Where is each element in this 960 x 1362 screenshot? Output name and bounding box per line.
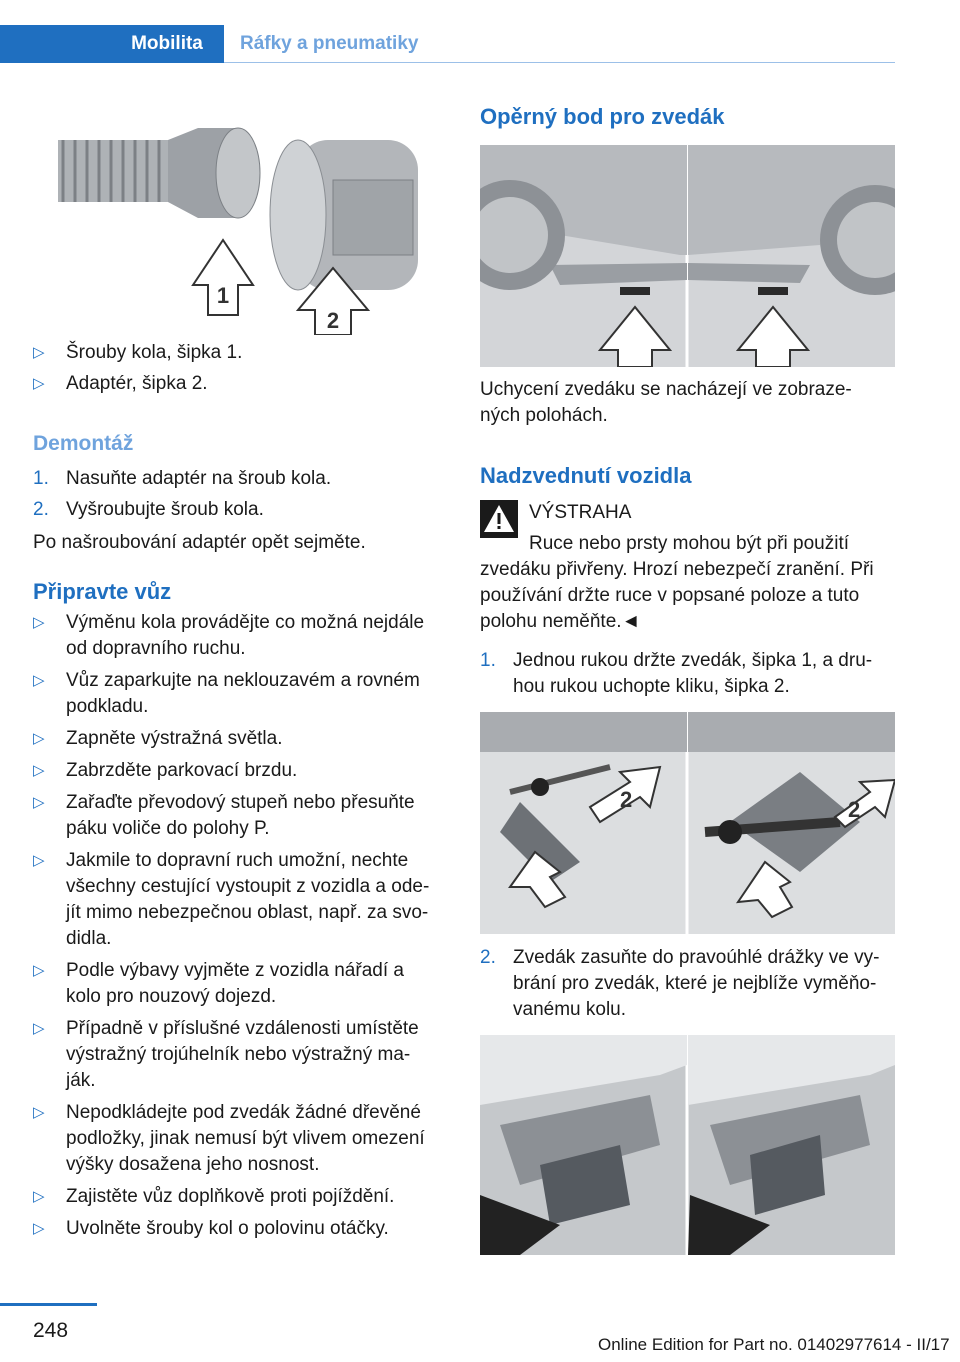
prep-list-line: Vůz zaparkujte na neklouzavém a rovném: [66, 670, 420, 691]
prep-list-item: ▷ Uvolněte šrouby kol o polovinu otáčky.: [33, 1216, 453, 1242]
prep-list-line: od dopravního ruchu.: [66, 638, 246, 659]
prep-list-line: Zařaďte převodový stupeň nebo přesuňte: [66, 792, 415, 813]
section-heading-demontaz: Demontáž: [33, 432, 134, 455]
page-header: [0, 25, 960, 63]
warning-line: používání držte ruce v popsané poloze a tuto: [480, 585, 860, 606]
prep-list-item: ▷ Zapněte výstražná světla.: [33, 726, 453, 752]
prep-list-line: Případně v příslušné vzdálenosti umístěte: [66, 1018, 419, 1039]
header-section-tab: Ráfky a pneumatiky: [224, 25, 895, 63]
prep-list-line: výstražný trojúhelník nebo výstražný ma-: [66, 1044, 411, 1065]
prep-list-item: ▷ Výměnu kola provádějte co možná nejdále od dopravního ruchu.: [33, 610, 453, 662]
section-heading-pripravte: Připravte vůz: [33, 579, 172, 604]
numbered-step: 1. Jednou rukou držte zvedák, šipka 1, a dru- hou rukou uchopte kliku, šipka 2.: [480, 650, 873, 697]
edition-note: Online Edition for Part no. 01402977614 - II/17: [598, 1335, 950, 1354]
prep-list-line: Podle výbavy vyjměte z vozidla nářadí a: [66, 960, 404, 981]
paragraph-jack-points: Uchycení zvedáku se nacházejí ve zobraze- ných polohách.: [480, 379, 852, 426]
warning-triangle-icon: [480, 500, 518, 538]
header-accent-bar: [0, 25, 110, 63]
warning-line: polohu neměňte.◄: [480, 611, 641, 632]
header-chapter-tab: Mobilita: [110, 25, 224, 63]
prep-list-line: páku voliče do polohy P.: [66, 818, 270, 839]
jack-right-label-2: 2: [848, 797, 861, 822]
prep-list-line: Zapněte výstražná světla.: [66, 728, 283, 749]
prep-list-item: ▷ Nepodkládejte pod zvedák žádné dřevěné podložky, jinak nemusí být vlivem omezení výšky dosažena jeho nosnost.: [33, 1100, 453, 1178]
wheel-bolt-adapter-figure: [33, 110, 453, 335]
prep-list-item: ▷ Případně v příslušné vzdálenosti umístěte výstražný trojúhelník nebo výstražný ma- ják.: [33, 1016, 453, 1094]
prep-list-line: jít mimo nebezpečnou oblast, např. za svo-: [66, 902, 429, 923]
jack-groove-figure: [480, 1035, 895, 1255]
prep-list-item: ▷ Jakmile to dopravní ruch umožní, nechte všechny cestující vystoupit z vozidla a ode- jít mimo nebezpečnou oblast, např. za svo- didla.: [33, 848, 453, 952]
prep-list-line: Zabrzděte parkovací brzdu.: [66, 760, 298, 781]
list-item: ▷ Adaptér, šipka 2.: [33, 373, 208, 394]
prep-list-line: podložky, jinak nemusí být vlivem omezení: [66, 1128, 425, 1149]
prep-list-line: kolo pro nouzový dojezd.: [66, 986, 277, 1007]
list-item: ▷ Šrouby kola, šipka 1.: [33, 342, 243, 363]
prep-list-line: Jakmile to dopravní ruch umožní, nechte: [66, 850, 409, 871]
figure1-label-1: 1: [216, 283, 230, 308]
prep-list-line: ják.: [66, 1070, 96, 1091]
prep-list-item: ▷ Zabrzděte parkovací brzdu.: [33, 758, 453, 784]
section-heading-operny-bod: Opěrný bod pro zvedák: [480, 104, 725, 129]
numbered-step: 2. Vyšroubujte šroub kola.: [33, 499, 264, 520]
jack-handle-figure: [480, 712, 895, 934]
section-heading-nadzvednuti: Nadzvednutí vozidla: [480, 463, 692, 488]
warning-line: Ruce nebo prsty mohou být při použití: [529, 533, 850, 554]
prep-list-line: Nepodkládejte pod zvedák žádné dřevěné: [66, 1102, 421, 1123]
prep-list-line: Uvolněte šrouby kol o polovinu otáčky.: [66, 1218, 389, 1239]
prep-list-item: ▷ Zajistěte vůz doplňkově proti pojíždění.: [33, 1184, 453, 1210]
jack-points-figure: [480, 145, 895, 367]
prep-list-item: ▷ Zařaďte převodový stupeň nebo přesuňte páku voliče do polohy P.: [33, 790, 453, 842]
paragraph-note: Po našroubování adaptér opět sejměte.: [33, 532, 366, 553]
warning-line: zvedáku přivřeny. Hrozí nebezpečí zranění. Při: [480, 559, 874, 580]
numbered-step: 2. Zvedák zasuňte do pravoúhlé drážky ve vy- brání pro zvedák, které je nejblíže vyměňo- vanému kolu.: [480, 947, 880, 1020]
page-number: 248: [33, 1319, 69, 1342]
figure1-label-2: 2: [326, 308, 340, 333]
jack-left-label-2: 2: [620, 787, 633, 812]
prep-list-item: ▷ Vůz zaparkujte na neklouzavém a rovném podkladu.: [33, 668, 453, 720]
prep-list-line: didla.: [66, 928, 112, 949]
footer-accent-line: [0, 1303, 97, 1306]
prep-list-line: podkladu.: [66, 696, 149, 717]
prep-list-line: Výměnu kola provádějte co možná nejdále: [66, 612, 425, 633]
prep-list-line: výšky dosažena jeho nosnost.: [66, 1154, 320, 1175]
warning-title: VÝSTRAHA: [529, 502, 632, 523]
prep-list-line: Zajistěte vůz doplňkově proti pojíždění.: [66, 1186, 395, 1207]
prep-list-item: ▷ Podle výbavy vyjměte z vozidla nářadí a kolo pro nouzový dojezd.: [33, 958, 453, 1010]
prep-list-line: všechny cestující vystoupit z vozidla a ode-: [66, 876, 430, 897]
numbered-step: 1. Nasuňte adaptér na šroub kola.: [33, 468, 332, 489]
